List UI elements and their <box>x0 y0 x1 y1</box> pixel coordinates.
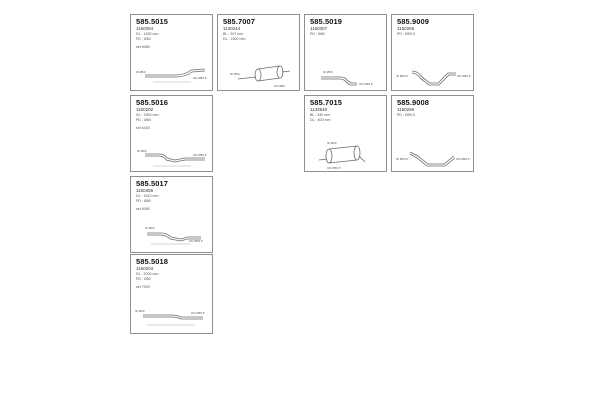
dimension-label-outlet: OD Ø59.5 <box>193 153 207 157</box>
part-card-585-7007[interactable] <box>217 14 300 91</box>
dimension-label-outlet: OD Ø59.5 <box>327 166 341 170</box>
part-card-585-5018[interactable] <box>130 254 213 334</box>
part-number: 585.9008 <box>397 98 430 107</box>
part-spec-diameter: PD : Ø60 <box>310 32 325 36</box>
part-spec-diameter: PD : Ø60 <box>136 199 151 203</box>
part-spec-diameter: PD : Ø59.5 <box>397 32 415 36</box>
part-number: 585.5016 <box>136 98 169 107</box>
part-reference: 1133540 <box>310 107 328 112</box>
part-reference: 1130244 <box>223 26 241 31</box>
dimension-label-inlet: ID Ø59.5 <box>396 74 409 78</box>
part-number: 585.7015 <box>310 98 343 107</box>
pipe-drawing <box>305 15 388 92</box>
part-spec-length: DL : 1450 mm <box>136 32 159 36</box>
part-card-585-5015[interactable] <box>130 14 213 91</box>
part-spec-length: DL : 400 mm <box>310 118 331 122</box>
dimension-label-inlet: ID Ø60 <box>327 141 337 145</box>
dimension-label-inlet: ID Ø59.5 <box>396 157 409 161</box>
part-number: 585.5018 <box>136 257 169 266</box>
part-card-585-5019[interactable] <box>304 14 387 91</box>
part-spec-set: set 6060 <box>136 45 150 49</box>
pipe-drawing <box>131 255 214 335</box>
part-spec-set: set 6160 <box>136 126 150 130</box>
part-card-585-9009[interactable] <box>391 14 474 91</box>
dimension-label-inlet: ID Ø60 <box>230 72 240 76</box>
muffler-drawing <box>305 96 388 173</box>
part-number: 585.5017 <box>136 179 169 188</box>
part-spec-set: set 7000 <box>136 285 150 289</box>
part-number: 585.5015 <box>136 17 169 26</box>
part-number: 585.7007 <box>223 17 256 26</box>
pipe-drawing <box>131 177 214 254</box>
part-spec-length: DL : 1550 mm <box>136 113 159 117</box>
part-reference: 1160204 <box>136 266 154 271</box>
part-reference: 1160265 <box>397 26 415 31</box>
pipe-drawing <box>131 15 214 92</box>
part-card-585-7015[interactable] <box>304 95 387 172</box>
part-spec-length: DL : 1500 mm <box>223 37 246 41</box>
dimension-label-inlet: ID Ø60 <box>145 226 155 230</box>
muffler-drawing <box>218 15 301 92</box>
dimension-label-inlet: ID Ø60 <box>136 70 146 74</box>
part-number: 585.5019 <box>310 17 343 26</box>
part-reference: 1160455 <box>136 188 154 193</box>
dimension-label-outlet: OD Ø59.5 <box>193 76 207 80</box>
part-spec-diameter: PD : Ø60 <box>136 118 151 122</box>
dimension-label-outlet: OD Ø59.5 <box>456 157 470 161</box>
dimension-label-inlet: ID Ø60 <box>323 70 333 74</box>
part-reference: 1160054 <box>136 26 154 31</box>
dimension-label-outlet: OD Ø59.5 <box>457 74 471 78</box>
part-spec-diameter: PD : Ø60 <box>136 277 151 281</box>
part-spec-length: DL : 1510 mm <box>136 194 159 198</box>
dimension-label-inlet: ID Ø60 <box>137 149 147 153</box>
part-card-585-5017[interactable] <box>130 176 213 253</box>
part-number: 585.9009 <box>397 17 430 26</box>
pipe-drawing <box>392 96 475 173</box>
pipe-drawing <box>131 96 214 173</box>
dimension-label-outlet: OD Ø50 <box>274 84 286 88</box>
part-reference: 1160202 <box>136 107 154 112</box>
dimension-label-outlet: OD Ø59.5 <box>189 239 203 243</box>
pipe-drawing <box>392 15 475 92</box>
part-spec-length: DL : 2000 mm <box>136 272 159 276</box>
part-reference: 1160266 <box>397 107 415 112</box>
part-spec-diameter: PD : Ø59.5 <box>397 113 415 117</box>
dimension-label-outlet: OD Ø59.5 <box>359 82 373 86</box>
part-spec-set: set 6060 <box>136 207 150 211</box>
part-reference: 1150307 <box>310 26 328 31</box>
dimension-label-outlet: OD Ø59.5 <box>191 311 205 315</box>
part-card-585-5016[interactable] <box>130 95 213 172</box>
part-card-585-9008[interactable] <box>391 95 474 172</box>
part-spec-body-length: BL : 297 mm <box>223 32 244 36</box>
part-spec-diameter: PD : Ø60 <box>136 37 151 41</box>
dimension-label-inlet: ID Ø60 <box>135 309 145 313</box>
part-spec-body-length: BL : 330 mm <box>310 113 331 117</box>
